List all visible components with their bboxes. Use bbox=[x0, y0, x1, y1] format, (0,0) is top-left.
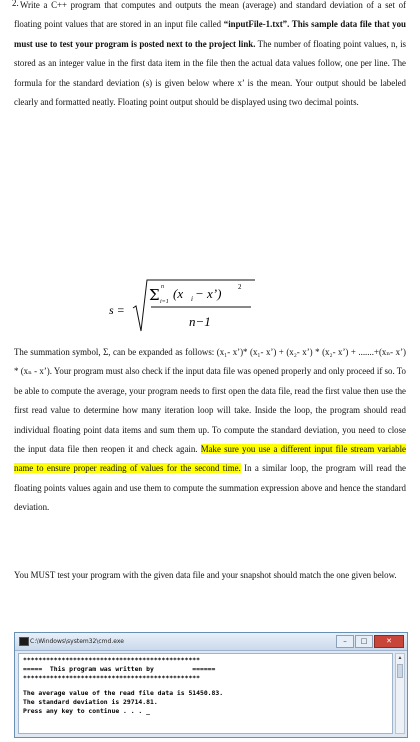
console-title: C:\Windows\system32\cmd.exe bbox=[30, 638, 124, 645]
intro-text: Write a C++ program that computes and outputs the mean (average) and standard deviation of a set of floating point values that are stored in an input file called bbox=[14, 0, 406, 30]
paragraph-test bbox=[14, 566, 406, 585]
paragraph-intro bbox=[14, 0, 406, 112]
scroll-up-icon[interactable]: ▲ bbox=[397, 656, 403, 661]
intro-bold-file: “inputFile-1.txt”. This sample data file that you must use to test your program is posted next to the project link. bbox=[14, 19, 406, 49]
test-text: You MUST test your program with the given data file and your snapshot should match the one given below. bbox=[14, 570, 397, 580]
console-line: ===== This program was written by ====== bbox=[23, 665, 216, 673]
question-number: 2. bbox=[12, 0, 19, 8]
console-line: The average value of the read file data is 51450.83. bbox=[23, 689, 224, 697]
close-button[interactable]: ✕ bbox=[374, 635, 404, 648]
console-line: The standard deviation is 29714.81. bbox=[23, 698, 158, 706]
console-line: Press any key to continue . . . _ bbox=[23, 707, 150, 715]
details-text-2: In a similar loop, the program will read the floating points values again and use them to compute the summation expression above and hence the standard deviation. bbox=[14, 463, 406, 513]
formula-minus: − x’) bbox=[195, 286, 222, 301]
intro-text-2: The number of floating point values, n, is stored as an integer value in the first data item in the file then the actual data values follow, one per line. The formula for the standard deviation (s) is given below where x’ is the mean. Your output should be labeled clearly and formatted neatly. Floating point output should be displayed using two decimal points. bbox=[14, 38, 406, 108]
formula-denominator: n−1 bbox=[189, 314, 211, 329]
details-text: The summation symbol, Σ, can be expanded as follows: (x₁- x’)* (x₁- x’) + (x₂- x’) * (x₂- x’) + .......+(xₙ- x’) * (xₙ - x’). Your program must also check if the input data file was opened properly and only proceed if so. To be able to compute the average, your program needs to first open the data file, read the first value then use the first read value to determine how many iteration loop will take. Inside the loop, the program should read individual floating point data items and sum them up. To compute the standard deviation, you need to close the input data file then reopen it and check again. bbox=[14, 347, 406, 455]
cmd-icon bbox=[19, 637, 29, 646]
svg-text:Σ: Σ bbox=[149, 286, 160, 304]
formula-sum-upper: n bbox=[161, 284, 164, 290]
console-output bbox=[18, 653, 393, 734]
formula-sub-i: i bbox=[191, 295, 193, 303]
formula-body: (x bbox=[173, 286, 184, 301]
paragraph-details bbox=[14, 343, 406, 518]
console-line: ********************************************** bbox=[23, 674, 200, 682]
std-dev-formula bbox=[105, 276, 265, 338]
console-titlebar[interactable] bbox=[15, 633, 407, 651]
console-scrollbar[interactable] bbox=[395, 653, 405, 734]
formula-lhs: s = bbox=[109, 303, 125, 317]
minimize-button[interactable]: – bbox=[336, 635, 354, 648]
maximize-button[interactable]: □ bbox=[355, 635, 373, 648]
console-line: ********************************************** bbox=[23, 656, 200, 664]
highlighted-instruction: Make sure you use a different input file stream variable name to ensure proper reading of values for the second time. bbox=[14, 444, 406, 474]
scroll-thumb[interactable] bbox=[397, 664, 403, 678]
formula-sum-lower: i=1 bbox=[160, 299, 169, 305]
formula-sup-2: 2 bbox=[238, 283, 242, 291]
console-window bbox=[14, 632, 408, 738]
